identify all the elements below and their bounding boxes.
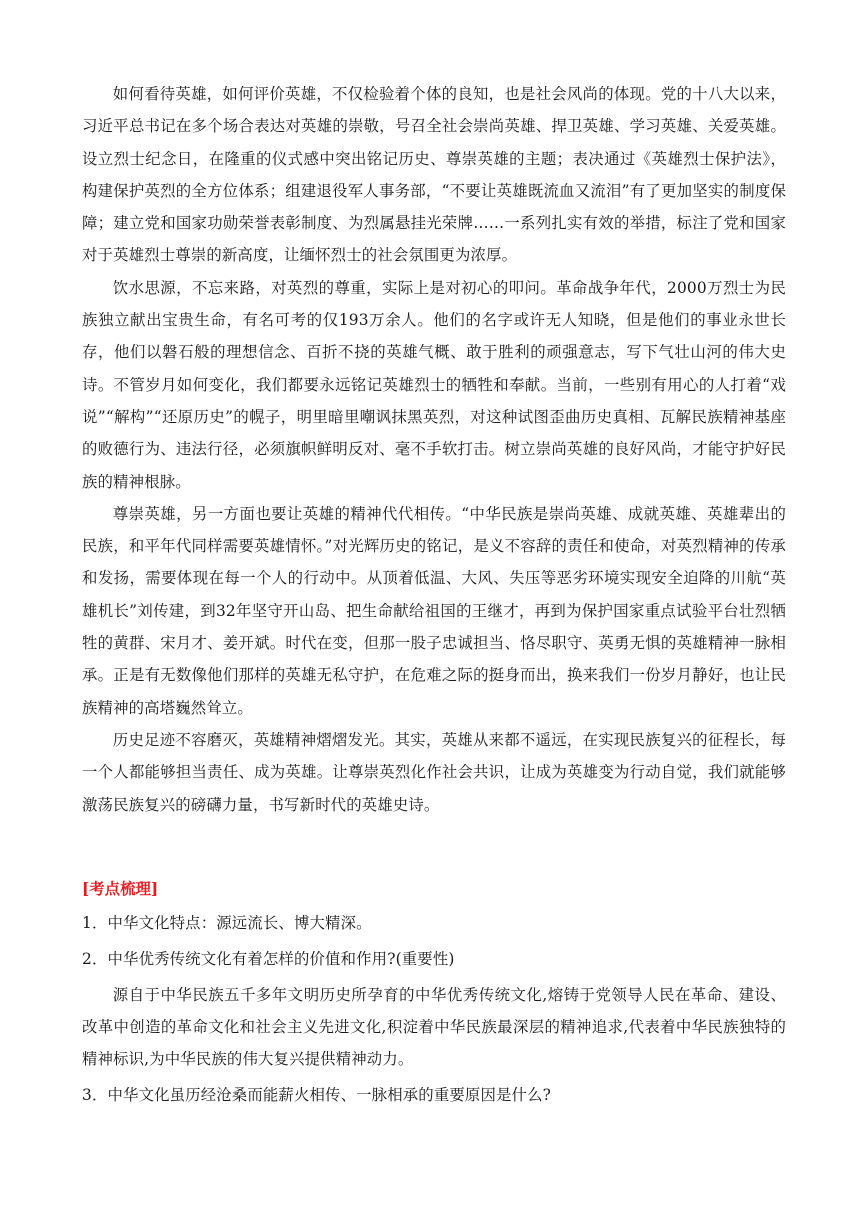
article-paragraph-2: 饮水思源，不忘来路，对英烈的尊重，实际上是对初心的叩问。革命战争年代，2000万烈士为民族独立献出宝贵生命，有名可考的仅193万余人。他们的名字或许无人知晓，但是他们的事业永世长存，他们以磐石般的理想信念、百折不挠的英雄气概、敢于胜利的顽强意志，写下气壮山河的伟大史诗。不管岁月如何变化，我们都要永远铭记英雄烈士的牺牲和奉献。当前，一些别有用心的人打着“戏说”“解构”“还原历史”的幌子，明里暗里嘲讽抹黑英烈，对这种试图歪曲历史真相、瓦解民族精神基座的败德行为、违法行径，必须旗帜鲜明反对、毫不手软打击。树立崇尚英雄的良好风尚，才能守护好民族的精神根脉。 [82, 278, 786, 491]
review-item-1: 1．中华文化特点：源远流长、博大精深。 [82, 913, 372, 932]
review-heading: [考点梳理] [82, 879, 159, 898]
article-paragraph-3: 尊崇英雄，另一方面也要让英雄的精神代代相传。“中华民族是崇尚英雄、成就英雄、英雄辈出的民族，和平年代同样需要英雄情怀。”对光辉历史的铭记，是义不容辞的责任和使命，对英烈精神的传承和发扬，需要体现在每一个人的行动中。从顶着低温、大风、失压等恶劣环境实现安全迫降的川航“英雄机长”刘传建，到32年坚守开山岛、把生命献给祖国的王继才，再到为保护国家重点试验平台壮烈牺牲的黄群、宋月才、姜开斌。时代在变，但那一股子忠诚担当、恪尽职守、英勇无惧的英雄精神一脉相承。正是有无数像他们那样的英雄无私守护，在危难之际的挺身而出，换来我们一份岁月静好，也让民族精神的高塔巍然耸立。 [82, 504, 786, 717]
article-paragraph-4: 历史足迹不容磨灭，英雄精神熠熠发光。其实，英雄从来都不遥远，在实现民族复兴的征程长，每一个人都能够担当责任、成为英雄。让尊崇英烈化作社会共识，让成为英雄变为行动自觉，我们就能够激荡民族复兴的磅礴力量，书写新时代的英雄史诗。 [82, 730, 786, 814]
article-paragraph-1: 如何看待英雄，如何评价英雄，不仅检验着个体的良知，也是社会风尚的体现。党的十八大以来，习近平总书记在多个场合表达对英雄的崇敬，号召全社会崇尚英雄、捍卫英雄、学习英雄、关爱英雄。设立烈士纪念日，在隆重的仪式感中突出铭记历史、尊崇英雄的主题；表决通过《英雄烈士保护法》，构建保护英烈的全方位体系；组建退役军人事务部，“不要让英雄既流血又流泪”有了更加坚实的制度保障；建立党和国家功勋荣誉表彰制度、为烈属悬挂光荣牌……一系列扎实有效的举措，标注了党和国家对于英雄烈士尊崇的新高度，让缅怀烈士的社会氛围更为浓厚。 [82, 85, 786, 265]
review-item-3: 3．中华文化虽历经沧桑而能薪火相传、一脉相承的重要原因是什么? [82, 1085, 552, 1104]
review-item-2: 2．中华优秀传统文化有着怎样的价值和作用?(重要性) [82, 949, 455, 968]
review-item-2-answer: 源自于中华民族五千多年文明历史所孕育的中华优秀传统文化,熔铸于党领导人民在革命、建设、改革中创造的革命文化和社会主义先进文化,积淀着中华民族最深层的精神追求,代表着中华民族独特的精神标识,为中华民族的伟大复兴提供精神动力。 [82, 985, 786, 1068]
